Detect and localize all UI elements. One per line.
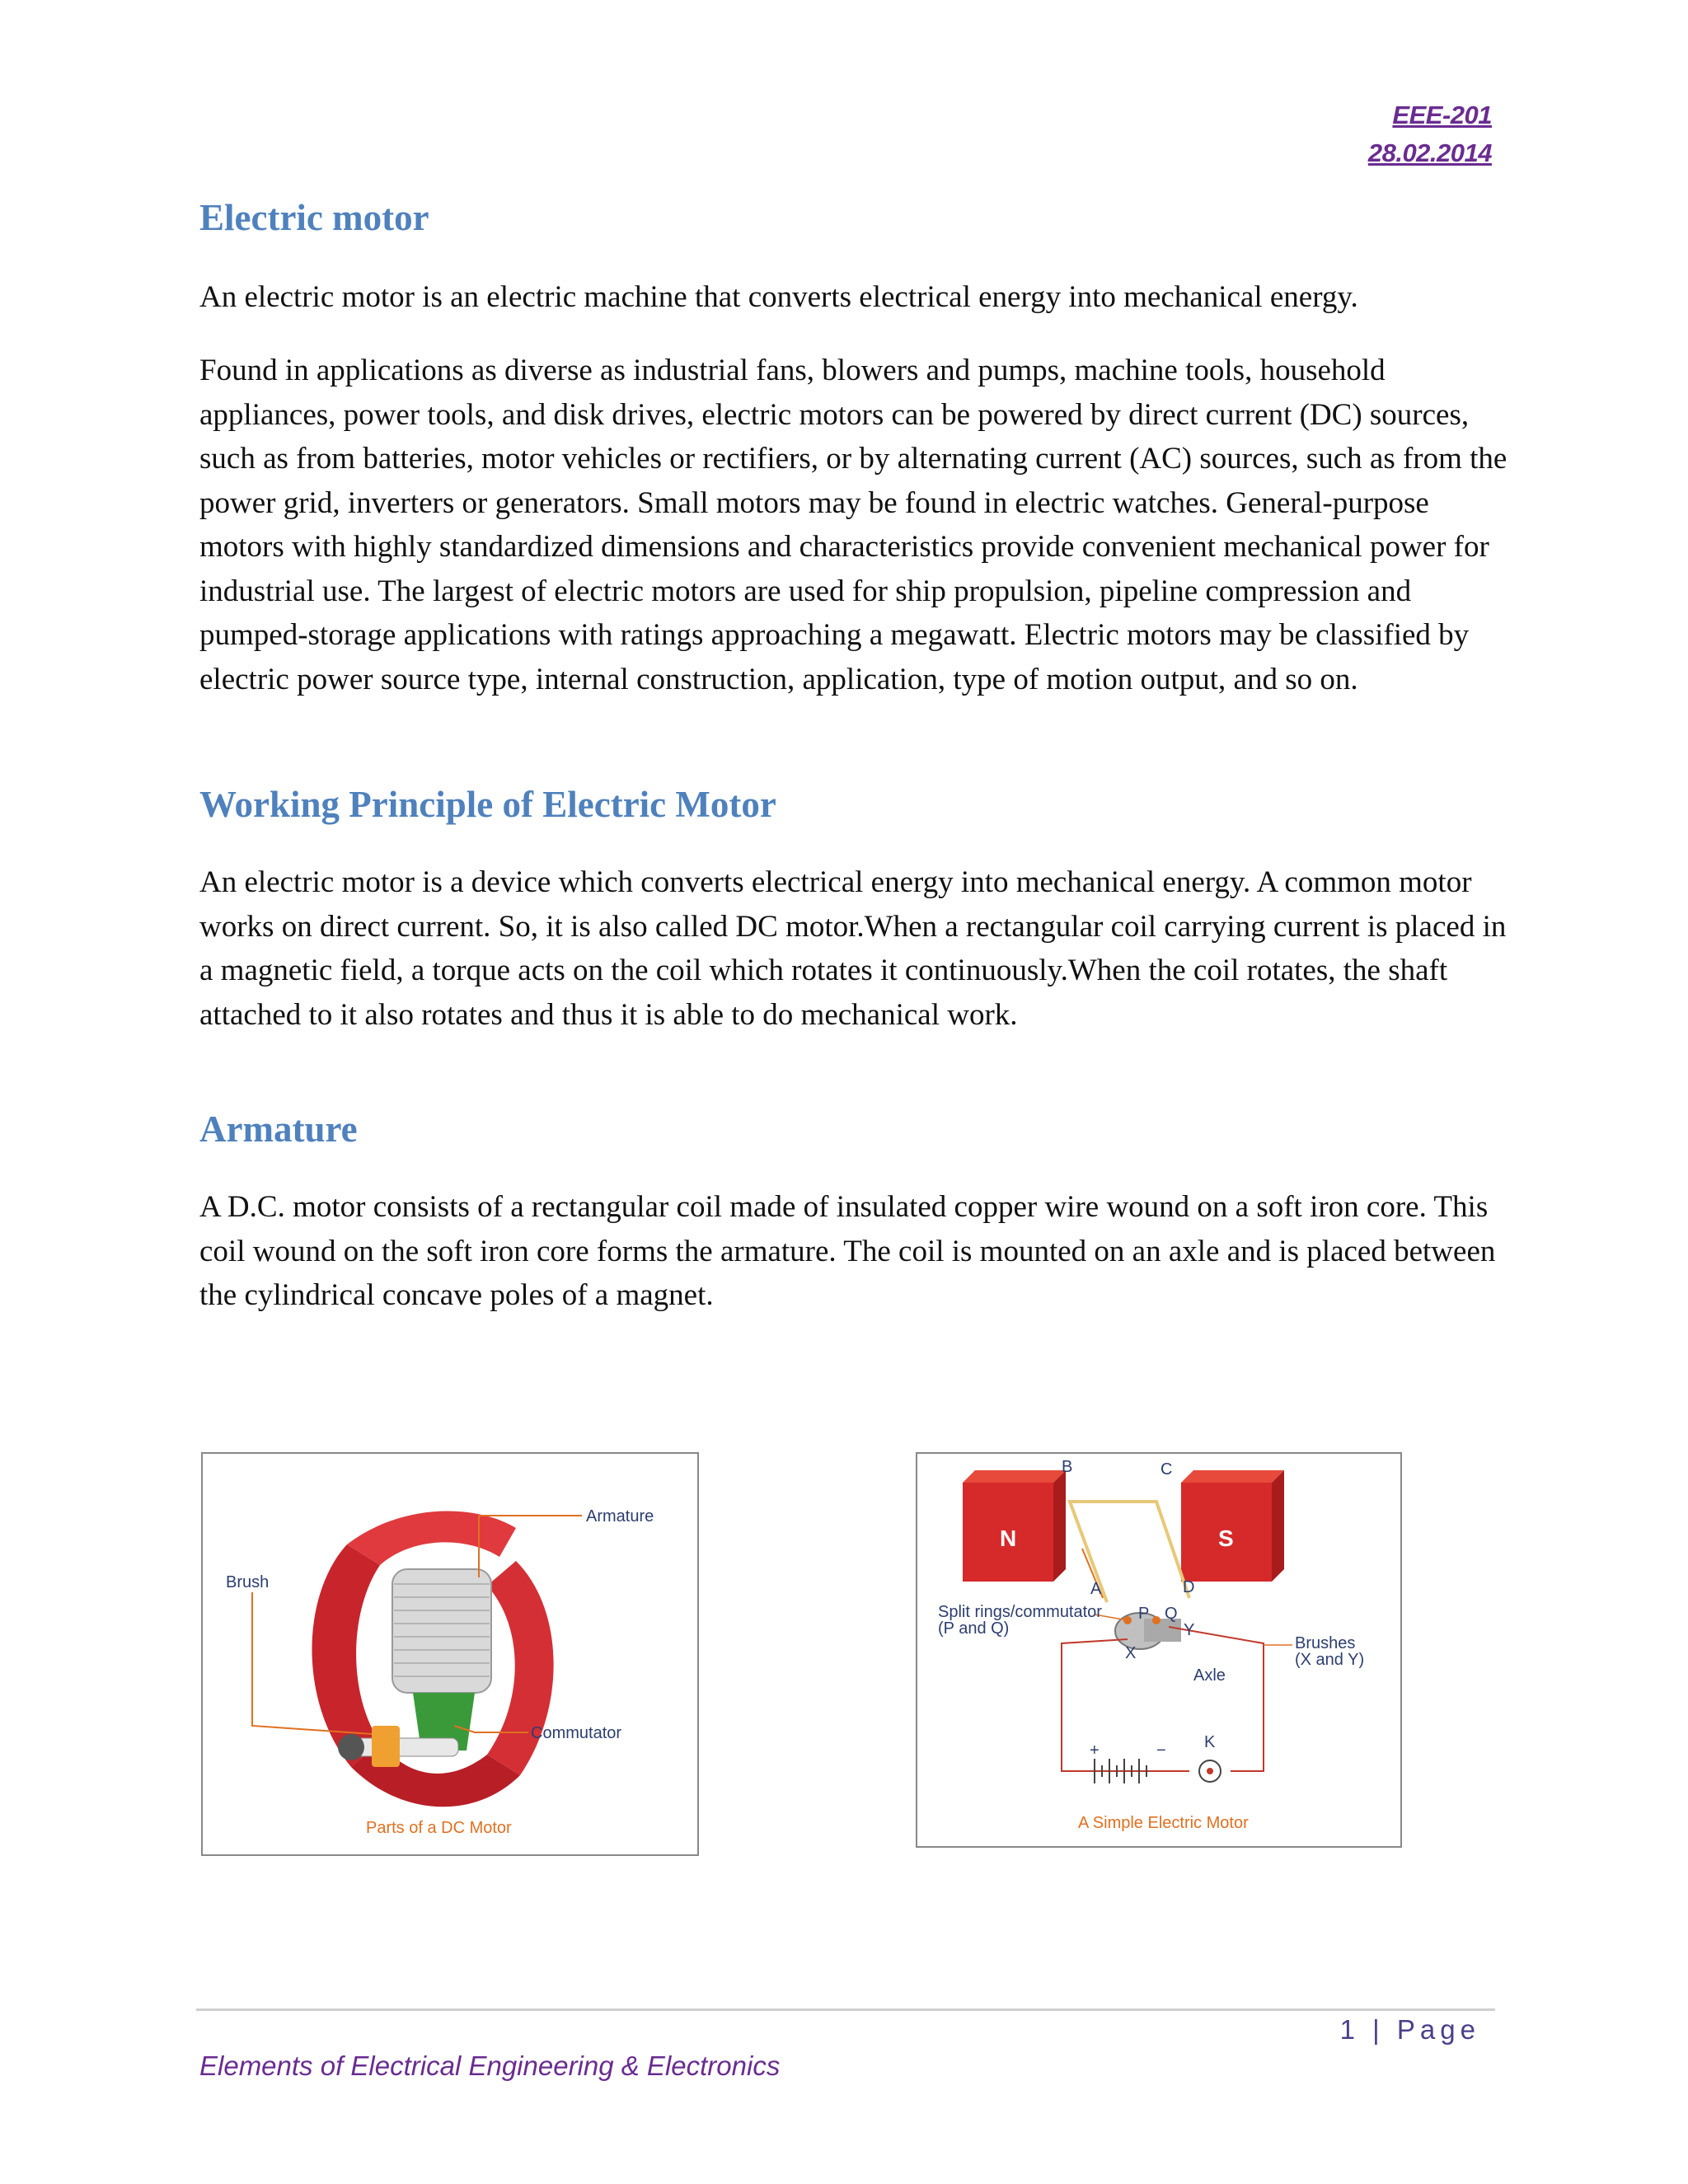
page-number: 1 | Page xyxy=(1339,2014,1480,2045)
label-brush: Brush xyxy=(226,1573,270,1591)
footer-divider xyxy=(196,2008,1495,2011)
paragraph-applications: Found in applications as diverse as industrial fans, blowers and pumps, machine tools, household appliances, power tools, and disk drives, electric motors can be powered by direct current (DC) sources, such as from batteries, motor vehicles or rectifiers, or by alternating current (AC) sources, such as from the power grid, inverters or generators. Small motors may be found in electric watches. General-purpose motors with highly standardized dimensions and characteristics provide convenient mechanical power for industrial use. The largest of electric motors are used for ship propulsion, pipeline compression and pumped-storage applications with ratings approaching a megawatt. Electric motors may be classified by electric power source type, internal construction, application, type of motion output, and so on. xyxy=(199,354,1507,696)
circuit-wire-right xyxy=(1169,1627,1264,1771)
label-a: A xyxy=(1090,1580,1102,1598)
label-minus: − xyxy=(1156,1741,1166,1760)
label-north: N xyxy=(1000,1526,1017,1551)
document-date: 28.02.2014 xyxy=(1367,138,1492,167)
dc-motor-illustration xyxy=(203,1454,697,1854)
label-split-rings: Split rings/commutator xyxy=(938,1603,1102,1621)
stator-top-shell xyxy=(347,1511,516,1565)
simple-motor-diagram xyxy=(917,1454,1400,1846)
label-p: P xyxy=(1138,1605,1150,1623)
label-plus: + xyxy=(1090,1741,1100,1760)
figure-simple-motor xyxy=(916,1452,1402,1848)
stator-right-shell xyxy=(487,1561,554,1775)
brush-block xyxy=(372,1726,400,1767)
footer-course-title: Elements of Electrical Engineering & Electronics xyxy=(199,2050,781,2081)
label-commutator: Commutator xyxy=(531,1724,622,1742)
course-code: EEE-201 xyxy=(1392,101,1492,129)
label-x: X xyxy=(1125,1644,1137,1662)
caption-simple-motor: A Simple Electric Motor xyxy=(1078,1814,1249,1832)
label-split-rings-detail: (P and Q) xyxy=(938,1619,1010,1638)
label-brushes-detail: (X and Y) xyxy=(1295,1651,1365,1669)
label-c: C xyxy=(1160,1460,1173,1479)
armature-core xyxy=(392,1569,491,1693)
shaft-end xyxy=(338,1734,364,1760)
label-axle: Axle xyxy=(1193,1666,1226,1685)
heading-armature: Armature xyxy=(199,1108,358,1150)
label-brushes: Brushes xyxy=(1295,1634,1356,1652)
heading-working-principle: Working Principle of Electric Motor xyxy=(199,784,776,825)
paragraph-armature: A D.C. motor consists of a rectangular coil made of insulated copper wire wound on a soft iron core. This coil wound on the soft iron core forms the armature. The coil is mounted on an axle and is placed between the cylindrical concave poles of a magnet. xyxy=(199,1190,1496,1312)
figure-dc-motor-parts xyxy=(201,1452,699,1856)
paragraph-definition: An electric motor is an electric machine that converts electrical energy into mechanical energy. xyxy=(199,280,1358,314)
south-magnet-top xyxy=(1181,1470,1284,1483)
label-y: Y xyxy=(1184,1621,1195,1639)
caption-dc-motor-parts: Parts of a DC Motor xyxy=(366,1819,512,1837)
label-d: D xyxy=(1183,1578,1195,1596)
north-magnet-top xyxy=(963,1470,1066,1483)
coil-wire xyxy=(1070,1502,1189,1602)
label-b: B xyxy=(1062,1458,1073,1476)
label-q: Q xyxy=(1165,1605,1178,1623)
paragraph-working-principle: An electric motor is a device which converts electrical energy into mechanical energy. A common motor works on direct current. So, it is also called DC motor.When a rectangular coil carrying current is placed in a magnetic field, a torque acts on the coil which rotates it continuously.When the coil rotates, the shaft attached to it also rotates and thus it is able to do mechanical work. xyxy=(199,865,1507,1032)
label-k: K xyxy=(1204,1733,1216,1751)
label-armature: Armature xyxy=(586,1507,654,1526)
label-south: S xyxy=(1218,1526,1234,1551)
heading-electric-motor: Electric motor xyxy=(199,197,429,238)
